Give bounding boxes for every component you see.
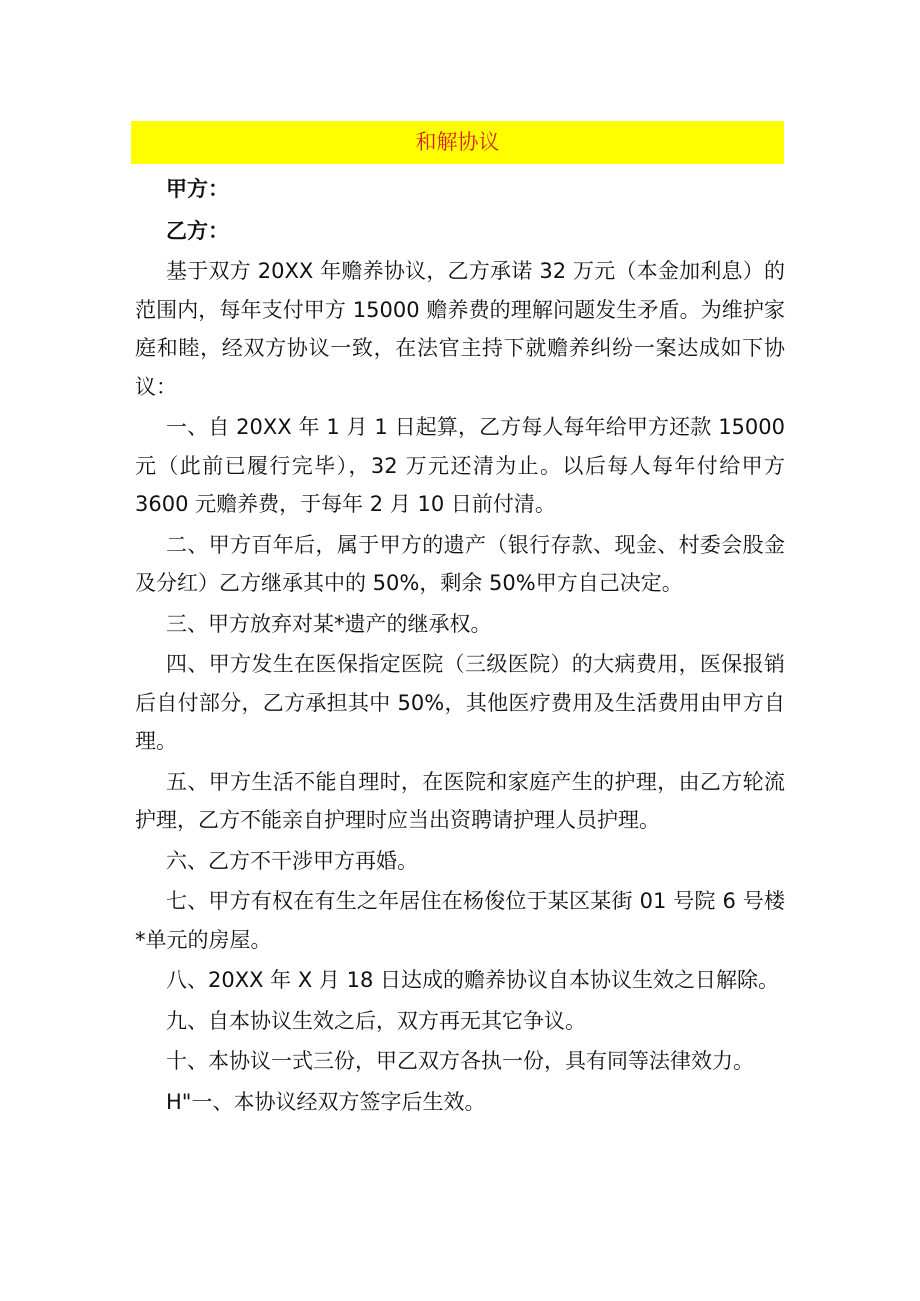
clause-1: 一、自 20XX 年 1 月 1 日起算，乙方每人每年给甲方还款 15000 元（此前已履行完毕），32 万元还清为止。以后每人每年付给甲方 3600 元赡养费，于每年 2 月 10 日前付清。 bbox=[135, 415, 785, 516]
clause-11: H"一、本协议经双方签字后生效。 bbox=[166, 1089, 486, 1114]
document-body bbox=[135, 168, 785, 1123]
clause-5: 五、甲方生活不能自理时，在医院和家庭产生的护理，由乙方轮流护理，乙方不能亲自护理时应当出资聘请护理人员护理。 bbox=[135, 769, 785, 832]
title-banner bbox=[131, 121, 784, 164]
clause-2: 二、甲方百年后，属于甲方的遗产（银行存款、现金、村委会股金及分红）乙方继承其中的 50%，剩余 50%甲方自己决定。 bbox=[135, 532, 785, 595]
clause-9: 九、自本协议生效之后，双方再无其它争议。 bbox=[166, 1008, 586, 1033]
clause-4: 四、甲方发生在医保指定医院（三级医院）的大病费用，医保报销后自付部分，乙方承担其中 50%，其他医疗费用及生活费用由甲方自理。 bbox=[135, 652, 785, 753]
clause-7: 七、甲方有权在有生之年居住在杨俊位于某区某街 01 号院 6 号楼*单元的房屋。 bbox=[135, 889, 785, 952]
preamble-paragraph: 基于双方 20XX 年赡养协议，乙方承诺 32 万元（本金加利息）的范围内，每年支付甲方 15000 赡养费的理解问题发生矛盾。为维护家庭和睦，经双方协议一致，在法官主持下就赡养纠纷一案达成如下协议： bbox=[135, 259, 785, 399]
party-a-label: 甲方： bbox=[166, 177, 229, 201]
clause-10: 十、本协议一式三份，甲乙双方各执一份，具有同等法律效力。 bbox=[166, 1049, 754, 1073]
party-b-label: 乙方： bbox=[166, 219, 229, 243]
document-title: 和解协议 bbox=[415, 130, 500, 154]
clause-3: 三、甲方放弃对某*遗产的继承权。 bbox=[166, 611, 492, 636]
clause-6: 六、乙方不干涉甲方再婚。 bbox=[166, 848, 418, 873]
clause-8: 八、20XX 年 X 月 18 日达成的赡养协议自本协议生效之日解除。 bbox=[166, 968, 779, 992]
